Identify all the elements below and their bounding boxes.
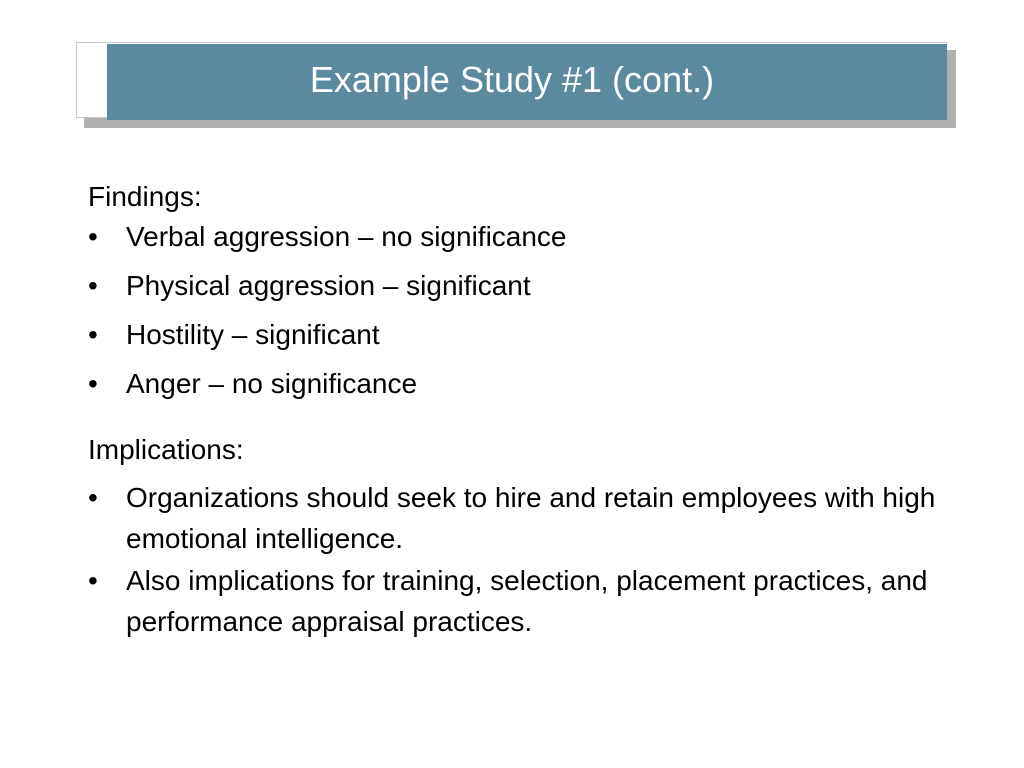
section-gap — [88, 416, 968, 433]
title-bar — [107, 44, 947, 120]
list-item — [88, 560, 968, 642]
list-item — [88, 367, 968, 401]
slide-body — [88, 180, 968, 643]
bullet-icon: • — [88, 221, 98, 252]
list-item — [88, 220, 968, 254]
findings-section — [88, 180, 968, 401]
implication-text: Also implications for training, selection, placement practices, and performance appraisal practices. — [126, 565, 928, 637]
bullet-icon: • — [88, 368, 98, 399]
finding-text: Anger – no significance — [126, 368, 418, 399]
bullet-icon: • — [88, 482, 98, 513]
finding-text: Hostility – significant — [126, 319, 380, 350]
list-item — [88, 318, 968, 352]
bullet-icon: • — [88, 270, 98, 301]
implications-list — [88, 477, 968, 642]
implications-section — [88, 433, 968, 642]
bullet-icon: • — [88, 565, 98, 596]
findings-list — [88, 220, 968, 401]
findings-heading: Findings: — [88, 181, 202, 212]
finding-text: Verbal aggression – no significance — [126, 221, 567, 252]
list-item — [88, 269, 968, 303]
implication-text: Organizations should seek to hire and retain employees with high emotional intelligence. — [126, 482, 936, 554]
bullet-icon: • — [88, 319, 98, 350]
finding-text: Physical aggression – significant — [126, 270, 531, 301]
implications-heading: Implications: — [88, 434, 244, 465]
list-item — [88, 477, 968, 559]
slide-title: Example Study #1 (cont.) — [309, 59, 715, 100]
